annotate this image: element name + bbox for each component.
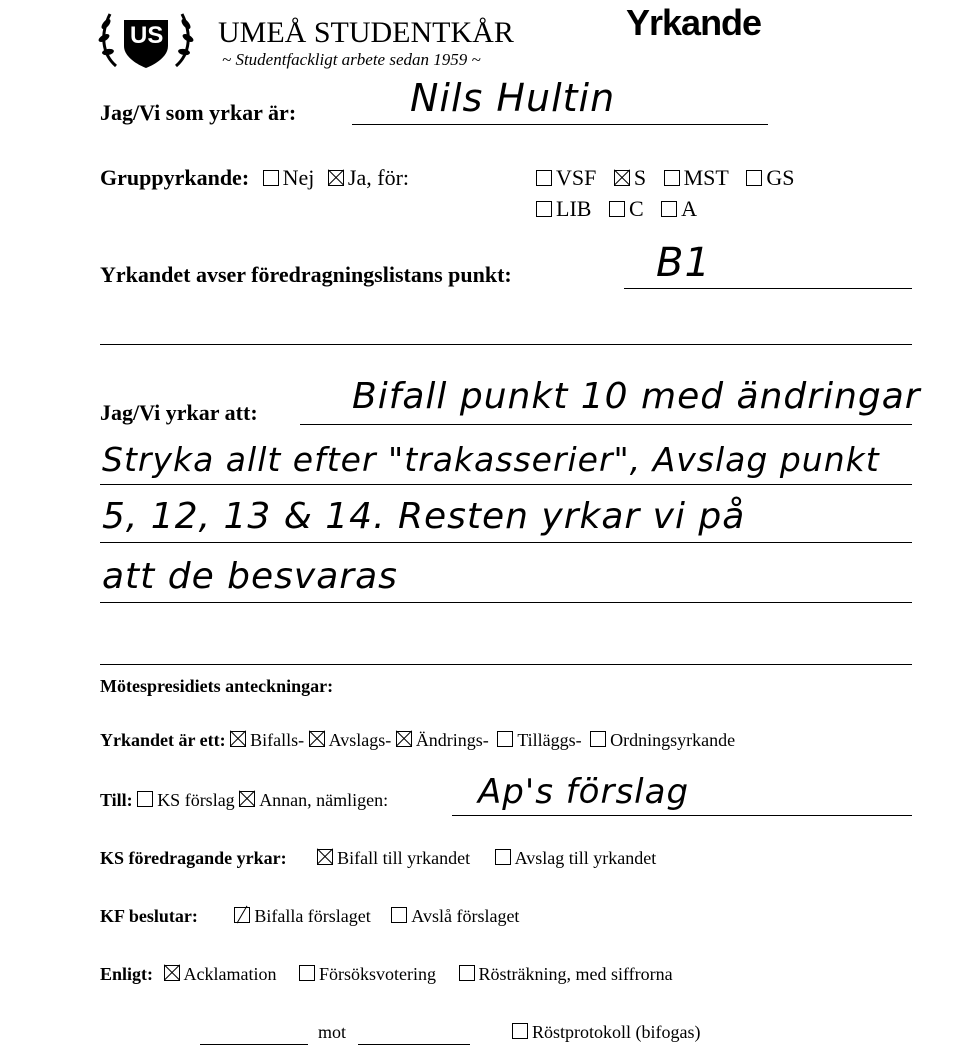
party-checkbox[interactable] [536,170,552,186]
by-label: Enligt: [100,964,154,984]
group-label: Gruppyrkande: [100,165,250,190]
ks-checkbox[interactable] [495,849,511,865]
by-checkbox[interactable] [299,965,315,981]
proposal-text-line[interactable]: 5, 12, 13 & 14. Resten yrkar vi på [102,496,746,537]
group-yes-checkbox[interactable] [328,170,344,186]
kf-option: Avslå förslaget [411,906,520,926]
group-yes-label: Ja, för: [347,165,410,190]
type-checkbox[interactable] [230,731,246,747]
group-parties-row1 [536,165,806,191]
type-checkbox[interactable] [396,731,412,747]
mot-label: mot [318,1022,347,1042]
logo [96,6,196,72]
party-label: GS [766,165,795,190]
agenda-line [624,288,912,289]
till-ks-label: KS förslag [157,790,235,810]
proposal-text-line[interactable]: Bifall punkt 10 med ändringar [352,376,921,417]
tagline: ~ Studentfackligt arbete sedan 1959 ~ [222,50,481,69]
by-row [100,964,673,985]
type-option: Ordningsyrkande [610,730,736,750]
divider [100,344,912,345]
party-label: VSF [556,165,597,190]
agenda-label: Yrkandet avser föredragningslistans punkt: [100,262,512,287]
kf-row [100,906,519,927]
type-label: Yrkandet är ett: [100,730,226,750]
group-no-checkbox[interactable] [263,170,279,186]
kf-label: KF beslutar: [100,906,198,926]
ks-option: Bifall till yrkandet [337,848,471,868]
party-label: LIB [556,196,592,221]
type-checkbox[interactable] [590,731,606,747]
till-other-label: Annan, nämligen: [259,790,389,810]
party-label: A [681,196,698,221]
type-checkbox[interactable] [497,731,513,747]
till-row [100,790,388,811]
party-checkbox[interactable] [536,201,552,217]
till-value[interactable]: Ap's förslag [478,772,690,812]
party-label: S [633,165,647,190]
proposal-text-line[interactable]: att de besvaras [102,556,398,597]
party-checkbox[interactable] [661,201,677,217]
party-label: MST [683,165,729,190]
doc-title: Yrkande [626,2,762,43]
proposer-line [352,124,768,125]
proposer-value[interactable]: Nils Hultin [410,76,616,120]
protocol-label: Röstprotokoll (bifogas) [532,1022,701,1042]
votes-for-line[interactable] [200,1044,308,1045]
ks-row [100,848,656,869]
logo-text: US [130,22,164,49]
ks-label: KS föredragande yrkar: [100,848,287,868]
notes-heading: Mötespresidiets anteckningar: [100,676,334,696]
till-ks-checkbox[interactable] [137,791,153,807]
proposal-line [100,542,912,543]
by-option: Rösträkning, med siffrorna [478,964,673,984]
group-no-label: Nej [282,165,315,190]
type-option: Bifalls- [250,730,305,750]
party-checkbox[interactable] [614,170,630,186]
till-label: Till: [100,790,133,810]
proposal-line [100,484,912,485]
type-row [100,730,735,751]
by-option: Försöksvotering [319,964,436,984]
proposal-line [300,424,912,425]
by-checkbox[interactable] [164,965,180,981]
type-option: Tilläggs- [517,730,582,750]
till-line [452,815,912,816]
votes-against-line[interactable] [358,1044,470,1045]
divider [100,664,912,665]
org-name: UMEÅ STUDENTKÅR [218,16,514,49]
kf-checkbox[interactable] [234,907,250,923]
ks-checkbox[interactable] [317,849,333,865]
proposal-text-line[interactable]: Stryka allt efter "trakasserier", Avslag punkt [102,440,880,479]
type-option: Avslags- [328,730,392,750]
protocol-checkbox[interactable] [512,1023,528,1039]
proposer-label: Jag/Vi som yrkar är: [100,100,297,125]
agenda-value[interactable]: B1 [656,240,711,286]
type-option: Ändrings- [415,730,489,750]
by-checkbox[interactable] [459,965,475,981]
till-other-checkbox[interactable] [239,791,255,807]
party-checkbox[interactable] [609,201,625,217]
proposal-label: Jag/Vi yrkar att: [100,400,258,425]
type-checkbox[interactable] [309,731,325,747]
ks-option: Avslag till yrkandet [514,848,657,868]
proposal-line [100,602,912,603]
protocol-row [512,1022,701,1043]
group-parties-row2 [536,196,709,222]
party-checkbox[interactable] [746,170,762,186]
kf-option: Bifalla förslaget [254,906,371,926]
party-label: C [628,196,644,221]
kf-checkbox[interactable] [391,907,407,923]
group-row [100,165,409,191]
by-option: Acklamation [183,964,277,984]
party-checkbox[interactable] [664,170,680,186]
